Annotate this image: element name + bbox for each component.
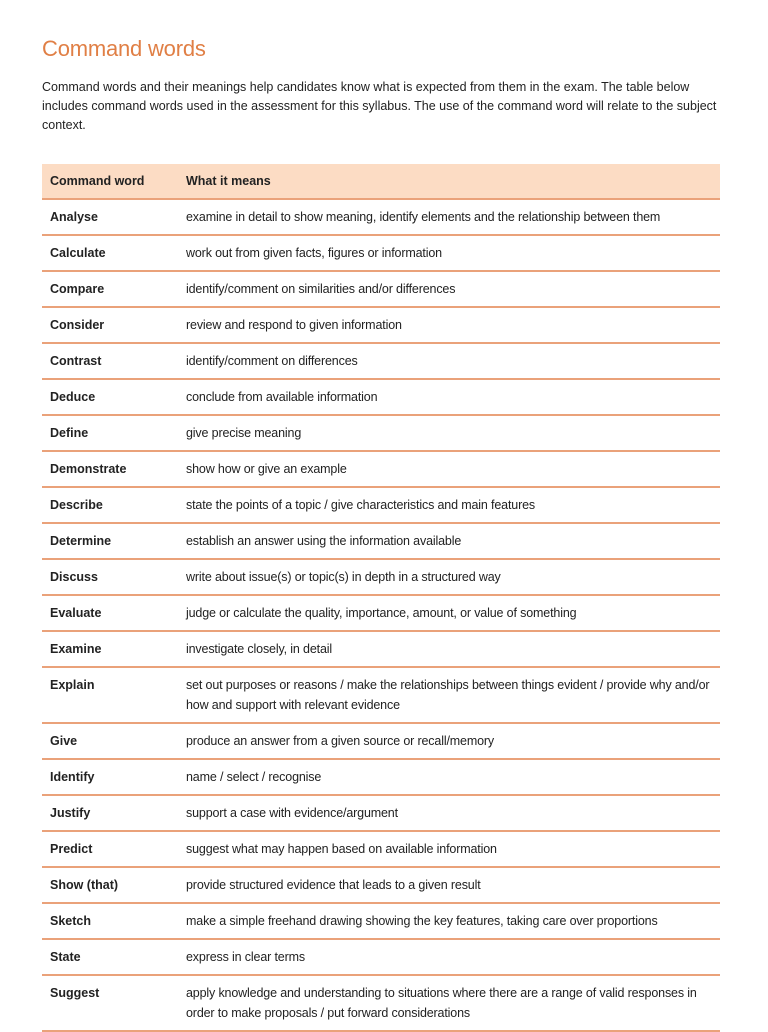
command-word: Analyse [42, 199, 178, 235]
table-header-row [42, 164, 720, 199]
command-meaning: examine in detail to show meaning, identify elements and the relationship between them [178, 199, 720, 235]
command-meaning: show how or give an example [178, 451, 720, 487]
table-row [42, 415, 720, 451]
command-word: State [42, 939, 178, 975]
command-words-table [42, 164, 720, 1032]
command-word: Define [42, 415, 178, 451]
command-word: Evaluate [42, 595, 178, 631]
table-row [42, 199, 720, 235]
table-row [42, 939, 720, 975]
table-row [42, 975, 720, 1031]
command-meaning: set out purposes or reasons / make the relationships between things evident / provide why and/or how and support with relevant evidence [178, 667, 720, 723]
table-row [42, 667, 720, 723]
table-row [42, 307, 720, 343]
command-meaning: produce an answer from a given source or recall/memory [178, 723, 720, 759]
command-word: Predict [42, 831, 178, 867]
table-row [42, 235, 720, 271]
command-word: Give [42, 723, 178, 759]
table-row [42, 271, 720, 307]
table-row [42, 903, 720, 939]
table-row [42, 595, 720, 631]
command-meaning: review and respond to given information [178, 307, 720, 343]
command-word: Describe [42, 487, 178, 523]
table-row [42, 343, 720, 379]
table-row [42, 759, 720, 795]
command-meaning: apply knowledge and understanding to situations where there are a range of valid responses in order to make proposals / put forward considerations [178, 975, 720, 1031]
table-row [42, 795, 720, 831]
table-row [42, 523, 720, 559]
command-word: Deduce [42, 379, 178, 415]
command-word: Identify [42, 759, 178, 795]
table-row [42, 831, 720, 867]
table-row [42, 487, 720, 523]
command-meaning: work out from given facts, figures or information [178, 235, 720, 271]
command-word: Justify [42, 795, 178, 831]
command-word: Suggest [42, 975, 178, 1031]
column-header-command-word: Command word [42, 164, 178, 199]
command-meaning: make a simple freehand drawing showing the key features, taking care over proportions [178, 903, 720, 939]
command-meaning: write about issue(s) or topic(s) in depth in a structured way [178, 559, 720, 595]
command-word: Calculate [42, 235, 178, 271]
command-word: Contrast [42, 343, 178, 379]
command-word: Discuss [42, 559, 178, 595]
command-meaning: state the points of a topic / give characteristics and main features [178, 487, 720, 523]
table-row [42, 559, 720, 595]
command-word: Consider [42, 307, 178, 343]
command-meaning: judge or calculate the quality, importance, amount, or value of something [178, 595, 720, 631]
table-row [42, 379, 720, 415]
command-word: Explain [42, 667, 178, 723]
command-word: Show (that) [42, 867, 178, 903]
table-row [42, 631, 720, 667]
command-meaning: give precise meaning [178, 415, 720, 451]
command-meaning: identify/comment on similarities and/or differences [178, 271, 720, 307]
command-meaning: suggest what may happen based on available information [178, 831, 720, 867]
command-meaning: support a case with evidence/argument [178, 795, 720, 831]
table-row [42, 867, 720, 903]
column-header-meaning: What it means [178, 164, 720, 199]
table-row [42, 723, 720, 759]
command-meaning: establish an answer using the information available [178, 523, 720, 559]
document-page [42, 34, 720, 1020]
command-meaning: express in clear terms [178, 939, 720, 975]
table-row [42, 451, 720, 487]
command-word: Compare [42, 271, 178, 307]
command-word: Demonstrate [42, 451, 178, 487]
command-meaning: name / select / recognise [178, 759, 720, 795]
command-meaning: investigate closely, in detail [178, 631, 720, 667]
command-word: Determine [42, 523, 178, 559]
command-meaning: provide structured evidence that leads to a given result [178, 867, 720, 903]
command-meaning: conclude from available information [178, 379, 720, 415]
intro-paragraph: Command words and their meanings help candidates know what is expected from them in the exam. The table below includes command words used in the assessment for this syllabus. The use of the command word will relate to the subject context. [42, 80, 717, 132]
page-title: Command words [42, 36, 206, 61]
command-word: Examine [42, 631, 178, 667]
command-word: Sketch [42, 903, 178, 939]
command-meaning: identify/comment on differences [178, 343, 720, 379]
